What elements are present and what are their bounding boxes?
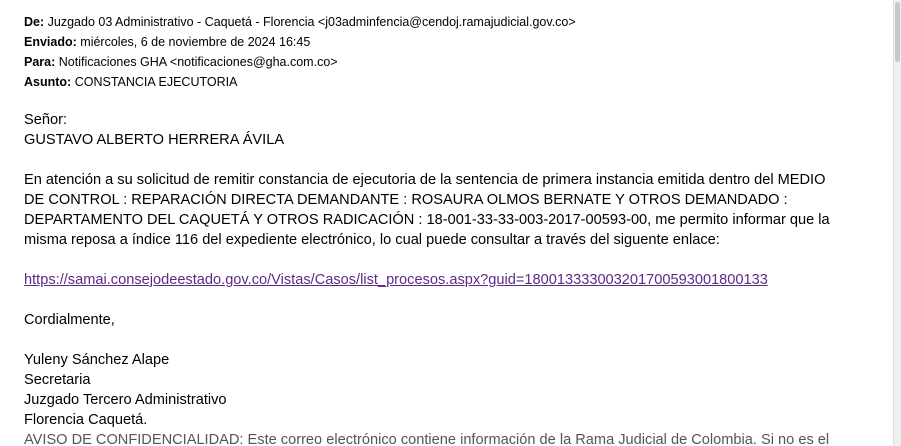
to-line (24, 52, 576, 72)
email-body (24, 110, 884, 446)
scrollbar-thumb[interactable] (895, 2, 900, 62)
vertical-scrollbar[interactable] (893, 0, 901, 446)
signature-office: Juzgado Tercero Administrativo (24, 392, 227, 408)
paragraph-line: En atención a su solicitud de remitir constancia de ejecutoria de la sentencia de primera instancia emitida dentro del MEDIO (24, 172, 826, 188)
from-value[interactable]: Juzgado 03 Administrativo - Caquetá - Florencia <j03adminfencia@cendoj.ramajudicial.gov.co> (47, 15, 576, 29)
subject-line (24, 72, 576, 92)
signature-city: Florencia Caquetá. (24, 412, 148, 428)
paragraph-line: misma reposa a índice 116 del expediente electrónico, lo cual puede consultar a través del siguente enlace: (24, 232, 720, 248)
case-link[interactable]: https://samai.consejodeestado.gov.co/Vistas/Casos/list_procesos.aspx?guid=180013333003201700593001800133 (24, 272, 768, 288)
from-line (24, 12, 576, 32)
sent-line (24, 32, 576, 52)
recipient-name: GUSTAVO ALBERTO HERRERA ÁVILA (24, 132, 285, 148)
subject-label: Asunto: (24, 75, 72, 89)
paragraph-line: DE CONTROL : REPARACIÓN DIRECTA DEMANDANTE : ROSAURA OLMOS BERNATE Y OTROS DEMANDADO : (24, 192, 788, 208)
signature-title: Secretaria (24, 372, 91, 388)
sent-label: Enviado: (24, 35, 77, 49)
email-header (24, 12, 576, 92)
paragraph-line: DEPARTAMENTO DEL CAQUETÁ Y OTROS RADICACIÓN : 18-001-33-33-003-2017-00593-00, me permito informar que la (24, 212, 830, 228)
from-label: De: (24, 15, 45, 29)
signature-name: Yuleny Sánchez Alape (24, 352, 170, 368)
to-label: Para: (24, 55, 56, 69)
subject-value: CONSTANCIA EJECUTORIA (74, 75, 238, 89)
confidentiality-notice: AVISO DE CONFIDENCIALIDAD: Este correo electrónico contiene información de la Rama Judicial de Colombia. Si no es el (24, 432, 830, 446)
closing: Cordialmente, (24, 312, 115, 328)
sent-value: miércoles, 6 de noviembre de 2024 16:45 (80, 35, 311, 49)
salutation: Señor: (24, 112, 67, 128)
to-value[interactable]: Notificaciones GHA <notificaciones@gha.com.co> (58, 55, 338, 69)
